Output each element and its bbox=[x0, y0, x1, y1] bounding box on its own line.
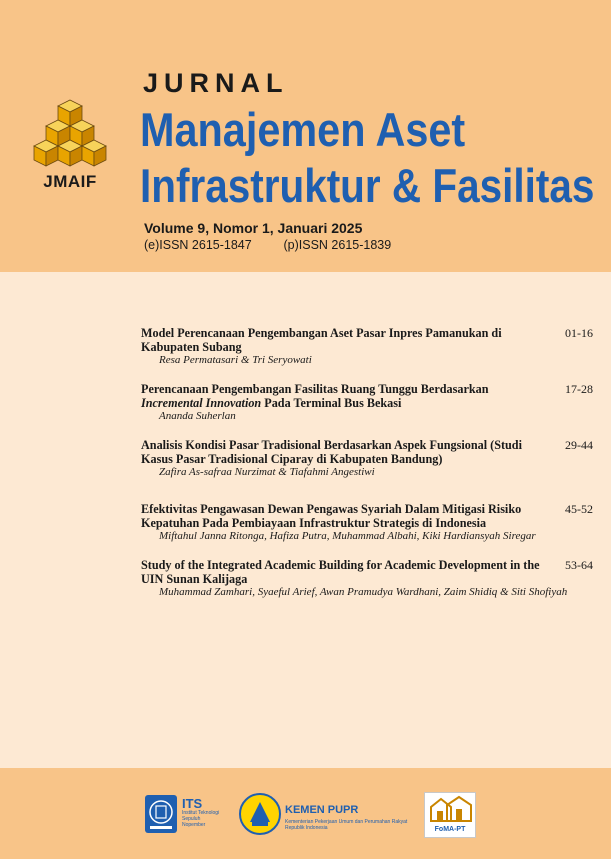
article-title[interactable]: Model Perencanaan Pengembangan Aset Pasar Inpres Pamanukan di Kabupaten Subang bbox=[141, 326, 502, 354]
foma-label: FoMA-PT bbox=[434, 826, 466, 833]
toc-entry[interactable] bbox=[141, 558, 593, 599]
toc-entry[interactable] bbox=[141, 382, 593, 423]
article-pages: 17-28 bbox=[565, 382, 593, 396]
volume-info: Volume 9, Nomor 1, Januari 2025 bbox=[144, 220, 363, 236]
article-title[interactable]: Analisis Kondisi Pasar Tradisional Berdasarkan Aspek Fungsional (Studi Kasus Pasar Tradisional Ciparay di Kabupaten Bandung) bbox=[141, 438, 522, 466]
house-icon bbox=[425, 793, 475, 825]
toc-entry[interactable] bbox=[141, 438, 593, 479]
article-pages: 45-52 bbox=[565, 502, 593, 516]
pissn: (p)ISSN 2615-1839 bbox=[283, 238, 392, 252]
article-authors: Ananda Suherlan bbox=[159, 410, 236, 422]
article-authors: Muhammad Zamhari, Syaeful Arief, Awan Pramudya Wardhani, Zaim Shidiq & Siti Shofiyah bbox=[159, 586, 568, 598]
journal-label: JURNAL bbox=[143, 68, 289, 98]
toc-entry[interactable] bbox=[141, 326, 593, 367]
journal-title-line2: Infrastruktur & Fasilitas bbox=[140, 159, 595, 213]
eissn: (e)ISSN 2615-1847 bbox=[144, 238, 252, 252]
pupr-label: KEMEN PUPR bbox=[285, 804, 359, 816]
its-subtitle: Institut Teknologi Sepuluh Nopember bbox=[182, 810, 220, 828]
article-pages: 01-16 bbox=[565, 326, 593, 340]
logo-text: JMAIF bbox=[43, 172, 97, 191]
foma-logo bbox=[424, 792, 476, 838]
pupr-subtitle: Kementerian Pekerjaan Umum dan Perumahan Rakyat Republik Indonesia bbox=[285, 819, 408, 831]
journal-title-line1: Manajemen Aset bbox=[140, 103, 466, 157]
article-title-part: Perencanaan Pengembangan Fasilitas Ruang Tunggu Berdasarkan bbox=[141, 382, 489, 396]
jmaif-logo bbox=[28, 98, 112, 198]
article-title[interactable]: Efektivitas Pengawasan Dewan Pengawas Syariah Dalam Mitigasi Risiko Kepatuhan Pada Pembiayaan Infrastruktur Strategis di Indonesia bbox=[141, 502, 522, 530]
article-title[interactable] bbox=[141, 382, 593, 410]
article-title[interactable]: Study of the Integrated Academic Building for Academic Development in the UIN Sunan Kalijaga bbox=[141, 558, 540, 586]
article-pages: 53-64 bbox=[565, 558, 593, 572]
footer-logos bbox=[0, 790, 611, 850]
its-label: ITS bbox=[182, 796, 203, 811]
article-authors: Miftahul Janna Ritonga, Hafiza Putra, Muhammad Albahi, Kiki Hardiansyah Siregar bbox=[159, 530, 536, 542]
article-authors: Zafira As-safraa Nurzimat & Tiafahmi Angestiwi bbox=[159, 466, 375, 478]
article-pages: 29-44 bbox=[565, 438, 593, 452]
issn-row bbox=[144, 238, 391, 252]
its-emblem-icon bbox=[144, 794, 178, 834]
boxes-icon bbox=[32, 98, 108, 170]
toc-entry[interactable] bbox=[141, 502, 593, 543]
article-title-part: Pada Terminal Bus Bekasi bbox=[261, 396, 402, 410]
article-authors: Resa Permatasari & Tri Seryowati bbox=[159, 354, 312, 366]
article-title-italic: Incremental Innovation bbox=[141, 396, 262, 410]
pupr-emblem-icon bbox=[238, 792, 282, 836]
